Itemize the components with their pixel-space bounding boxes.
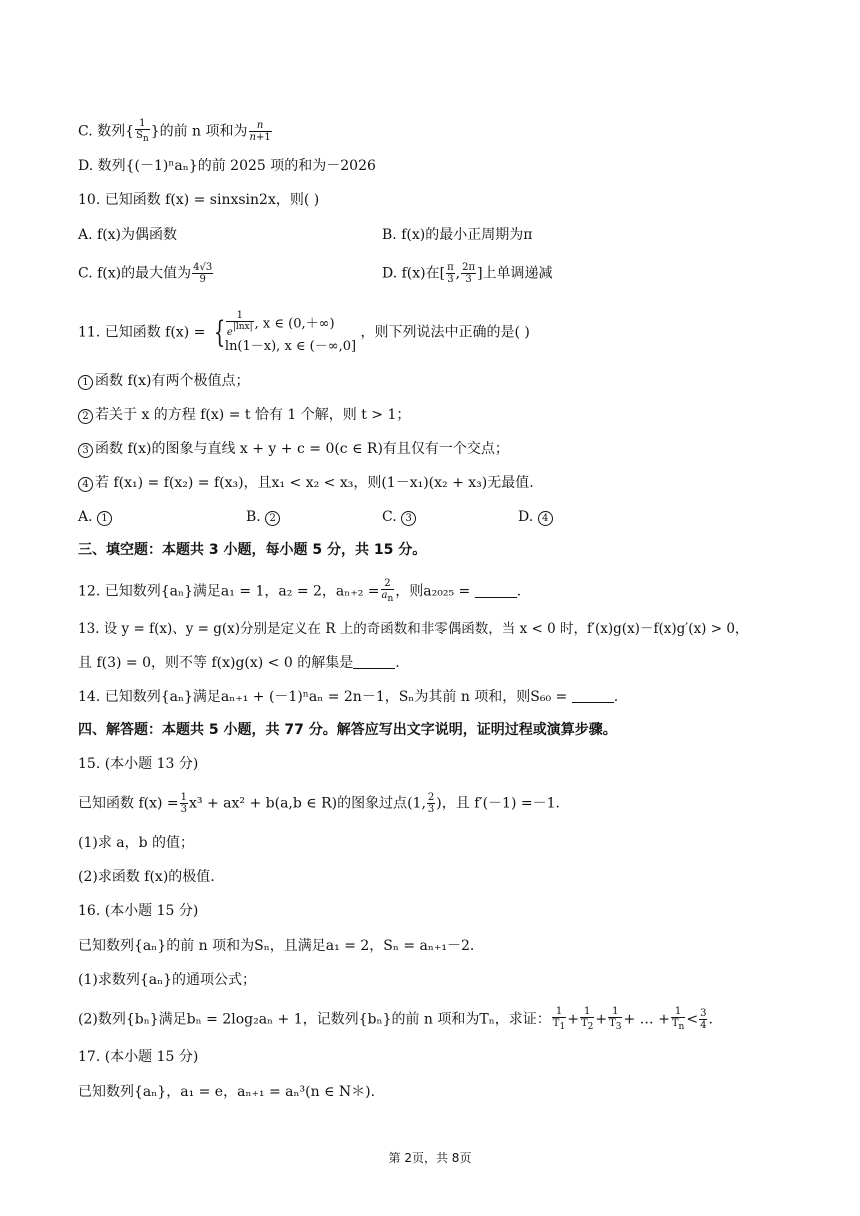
page-footer: 第 2页，共 8页 xyxy=(388,1151,472,1165)
q15-part1: (1)求 a，b 的值； xyxy=(78,835,195,851)
q9-c-frac2: $\frac{n}{n+1}$ xyxy=(249,120,271,143)
q12-frac: $\frac{2}{an}$ xyxy=(381,578,394,604)
section-4-heading: 四、解答题：本题共 5 小题，共 77 分。解答应写出文字说明，证明过程或演算步骤。 xyxy=(78,722,617,738)
section-3-heading: 三、填空题：本题共 3 小题，每小题 5 分，共 15 分。 xyxy=(78,542,427,558)
q11-statement-3: 3 函数 f(x)的图象与直线 x + y + c = 0(c ∈ R)有且仅有一个交点； xyxy=(78,438,509,460)
q16-frac1: $\frac{1}{T1}$ xyxy=(552,1006,566,1032)
q16-plus1: + xyxy=(567,1011,579,1028)
q11-s2-text: 若关于 x 的方程 f(x) = t 恰有 1 个解，则 t > 1； xyxy=(95,407,411,423)
q12-suffix: ，则a₂₀₂₅ = xyxy=(395,583,471,600)
q9-option-c xyxy=(78,118,273,145)
q17-stem: 已知数列{aₙ}，a₁ = e，aₙ₊₁ = aₙ³(n ∈ N＊). xyxy=(78,1084,376,1100)
q10-option-c xyxy=(78,262,214,285)
q11-option-c: C. 3 xyxy=(382,506,418,528)
q16-dots: + … + xyxy=(623,1011,670,1028)
q11-brace: { xyxy=(213,314,226,350)
q13-line1: 13. 设 y = f(x)、y = g(x)分别是定义在 R 上的奇函数和非零偶函数，当 x < 0 时，f′(x)g(x)－f(x)g′(x) > 0， xyxy=(78,621,749,637)
q16-stem: 已知数列{aₙ}的前 n 项和为Sₙ，且满足a₁ = 2，Sₙ = aₙ₊₁－2. xyxy=(78,938,475,954)
q16-plus2: + xyxy=(595,1011,608,1028)
q11-statement-4: 4 若 f(x₁) = f(x₂) = f(x₃)，且x₁ < x₂ < x₃，则(1－x₁)(x₂ + x₃)无最值. xyxy=(78,472,534,494)
q11-option-b: B. 2 xyxy=(246,506,282,528)
q9-c-prefix: C. 数列{ xyxy=(78,123,135,140)
q11-piece2: ln(1－x), x ∈ (－∞,0] xyxy=(224,339,357,354)
q15-frac1: $\frac{1}{3}$ xyxy=(180,792,188,815)
q13-blank xyxy=(353,654,395,669)
q11-stem-suffix: ，则下列说法中正确的是( ) xyxy=(360,324,530,341)
q11-piece1: x ∈ (0,＋∞) xyxy=(262,316,335,332)
q16-part1: (1)求数列{aₙ}的通项公式； xyxy=(78,972,257,988)
q15-part2: (2)求函数 f(x)的极值. xyxy=(78,869,215,885)
q10-option-a: A. f(x)为偶函数 xyxy=(78,227,178,243)
q12-blank xyxy=(475,583,517,598)
q10-d-suffix: ]上单调递减 xyxy=(477,265,553,282)
q10-d-prefix: D. f(x)在[ xyxy=(382,265,446,282)
q10-d-frac1: $\frac{\pi}{3}$ xyxy=(447,262,454,285)
q12-prefix: 12. 已知数列{aₙ}满足a₁ = 1，a₂ = 2，aₙ₊₂ = xyxy=(78,583,380,600)
q10-c-frac: $\frac{4√3}{9}$ xyxy=(193,262,213,285)
q14-text: 14. 已知数列{aₙ}满足aₙ₊₁ + (－1)ⁿaₙ = 2n－1，Sₙ为其前 n 项和，则S₆₀ = xyxy=(78,689,568,705)
q16-head: 16. (本小题 15 分) xyxy=(78,903,199,919)
q16-p2-text: (2)数列{bₙ}满足bₙ = 2log₂aₙ + 1，记数列{bₙ}的前 n 项和为Tₙ，求证： xyxy=(78,1011,551,1028)
q11-statement-2: 2 若关于 x 的方程 f(x) = t 恰有 1 个解，则 t > 1； xyxy=(78,404,410,426)
q11-pieces: $\frac{1}{e|\ln x|}$ , x ∈ (0,＋∞) ln(1－x), x ∈ (－∞,0] xyxy=(224,310,357,354)
q15-head: 15. (本小题 13 分) xyxy=(78,756,199,772)
q10-c-text: C. f(x)的最大值为 xyxy=(78,265,192,282)
q16-frac5: $\frac{3}{4}$ xyxy=(700,1008,707,1031)
q11-stem xyxy=(78,310,530,355)
q13-line2: 且 f(3) = 0，则不等 f(x)g(x) < 0 的解集是 . xyxy=(78,655,400,671)
q11-s4-text: 若 f(x₁) = f(x₂) = f(x₃)，且x₁ < x₂ < x₃，则(1－x₁)(x₂ + x₃)无最值. xyxy=(95,475,534,491)
q17-head: 17. (本小题 15 分) xyxy=(78,1049,199,1065)
q11-stem-prefix: 11. 已知函数 f(x) = xyxy=(78,324,206,341)
q11-s1-text: 函数 f(x)有两个极值点； xyxy=(95,373,250,389)
q10-option-b: B. f(x)的最小正周期为π xyxy=(382,227,533,243)
q10-option-d: D. f(x)在[ $\frac{\pi}{3}$ , $\frac{2\pi}{3}$ ]上单调递减 xyxy=(382,262,553,285)
q9-c-suffix: }的前 n 项和为 xyxy=(150,123,248,140)
q14: 14. 已知数列{aₙ}满足aₙ₊₁ + (－1)ⁿaₙ = 2n－1，Sₙ为其前 n 项和，则S₆₀ = . xyxy=(78,689,619,705)
q16-lt: < xyxy=(686,1011,699,1028)
q15-frac2: $\frac{2}{3}$ xyxy=(427,792,435,815)
q9-c-frac1: $\frac{1}{Sn}$ xyxy=(136,118,149,144)
q14-blank xyxy=(572,688,614,703)
q10-stem: 10. 已知函数 f(x) = sinxsin2x，则( ) xyxy=(78,192,320,208)
q15-stem-b: x³ + ax² + b(a,b ∈ R)的图象过点(1, xyxy=(189,795,426,812)
q15-stem-a: 已知函数 f(x) = xyxy=(78,795,179,812)
q11-statement-1: 1 函数 f(x)有两个极值点； xyxy=(78,370,249,392)
q11-option-d: D. 4 xyxy=(518,506,555,528)
q16-frac2: $\frac{1}{T2}$ xyxy=(580,1006,594,1032)
q9-option-d: D. 数列{(－1)ⁿaₙ}的前 2025 项的和为－2026 xyxy=(78,158,376,174)
q15-stem-c: )，且 f′(－1) =－1. xyxy=(436,795,560,812)
q13-line2-text: 且 f(3) = 0，则不等 f(x)g(x) < 0 的解集是 xyxy=(78,655,354,671)
q16-frac3: $\frac{1}{T3}$ xyxy=(609,1006,622,1032)
q16-frac4: $\frac{1}{Tn}$ xyxy=(671,1006,685,1032)
q16-part2: (2)数列{bₙ}满足bₙ = 2log₂aₙ + 1，记数列{bₙ}的前 n 项和为Tₙ，求证： $\frac{1}{T1}$ + $\frac{1}{T2}$ + $\frac{1}{T3}$ + … + $\frac{1}{Tn}$ < $\frac{3}{4}$ . xyxy=(78,1006,713,1032)
q11-s3-text: 函数 f(x)的图象与直线 x + y + c = 0(c ∈ R)有且仅有一个交点； xyxy=(95,441,509,457)
q12: 12. 已知数列{aₙ}满足a₁ = 1，a₂ = 2，aₙ₊₂ = $\frac{2}{an}$ ，则a₂₀₂₅ = . xyxy=(78,578,522,604)
q15-stem xyxy=(78,792,560,815)
q10-d-frac2: $\frac{2\pi}{3}$ xyxy=(462,262,476,285)
q11-option-a: A. 1 xyxy=(78,506,114,528)
